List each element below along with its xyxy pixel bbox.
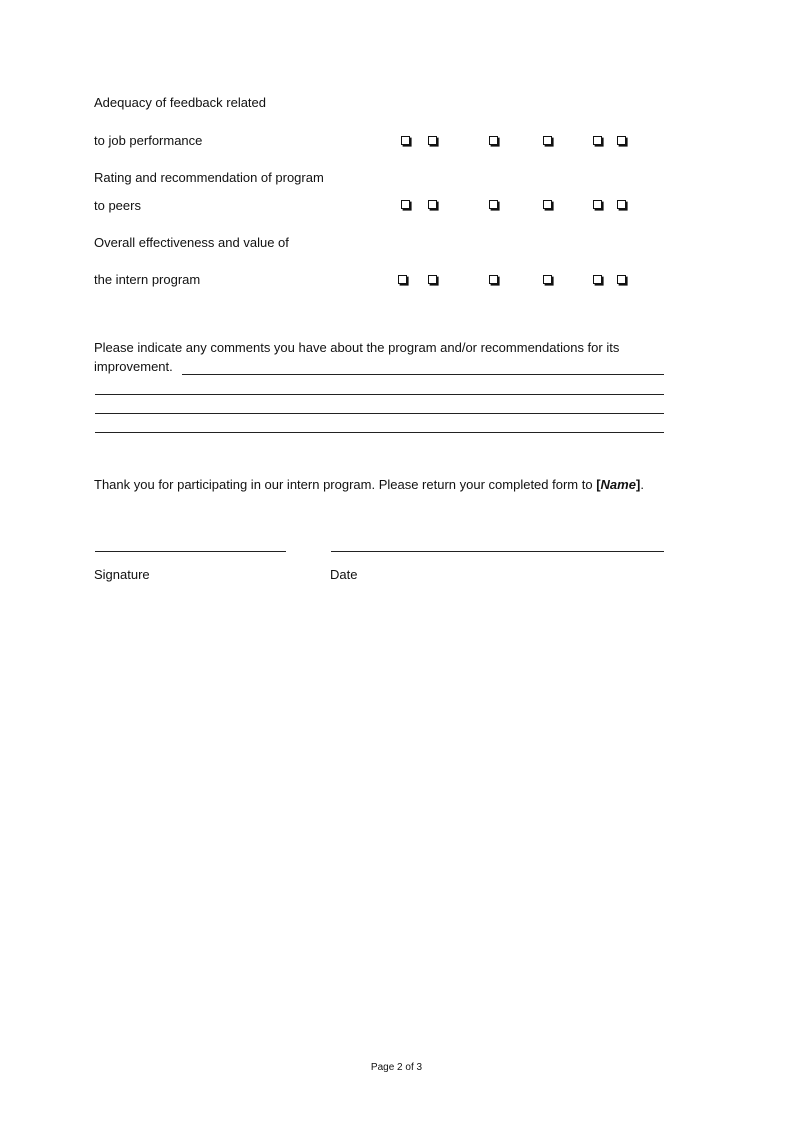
rating-label-feedback-line1: Adequacy of feedback related [94,95,267,110]
rating-checkbox[interactable] [401,200,410,209]
rating-checkbox[interactable] [593,136,602,145]
rating-checkbox[interactable] [593,275,602,284]
rating-label-effectiveness-line2: the intern program [94,272,201,287]
rating-checkbox[interactable] [428,136,437,145]
page-number: Page 2 of 3 [370,1062,423,1073]
comments-prompt-line2: improvement. [94,359,173,374]
rating-checkbox[interactable] [543,136,552,145]
closing-text: Thank you for participating in our intern program. Please return your completed form to [94,477,597,492]
rating-label-feedback-line2: to job performance [94,133,203,148]
rating-checkbox[interactable] [489,275,498,284]
comments-prompt-line1: Please indicate any comments you have about the program and/or recommendations for its [94,340,620,355]
rating-checkbox[interactable] [593,200,602,209]
rating-label-recommendation-line1: Rating and recommendation of program [94,170,324,185]
date-label: Date [330,567,358,582]
comments-line-4[interactable] [95,432,664,433]
closing-message [94,477,644,493]
name-bracket-close: ] [635,477,641,492]
closing-period: . [640,477,644,492]
rating-checkbox[interactable] [489,200,498,209]
rating-checkbox[interactable] [543,200,552,209]
signature-label: Signature [94,567,150,582]
rating-checkbox[interactable] [543,275,552,284]
rating-checkbox[interactable] [617,275,626,284]
rating-checkbox[interactable] [489,136,498,145]
rating-checkbox[interactable] [617,136,626,145]
comments-line-2[interactable] [95,394,664,395]
rating-label-effectiveness-line1: Overall effectiveness and value of [94,235,289,250]
rating-checkbox[interactable] [428,275,437,284]
comments-line-3[interactable] [95,413,664,414]
rating-checkbox[interactable] [401,136,410,145]
name-bracket-open: [ [596,477,601,492]
signature-line[interactable] [95,551,286,552]
comments-line-1[interactable] [182,374,664,375]
rating-label-recommendation-line2: to peers [94,198,141,213]
recipient-name-placeholder: Name [600,477,636,492]
date-line[interactable] [331,551,664,552]
rating-checkbox[interactable] [428,200,437,209]
rating-checkbox[interactable] [617,200,626,209]
rating-checkbox[interactable] [398,275,407,284]
